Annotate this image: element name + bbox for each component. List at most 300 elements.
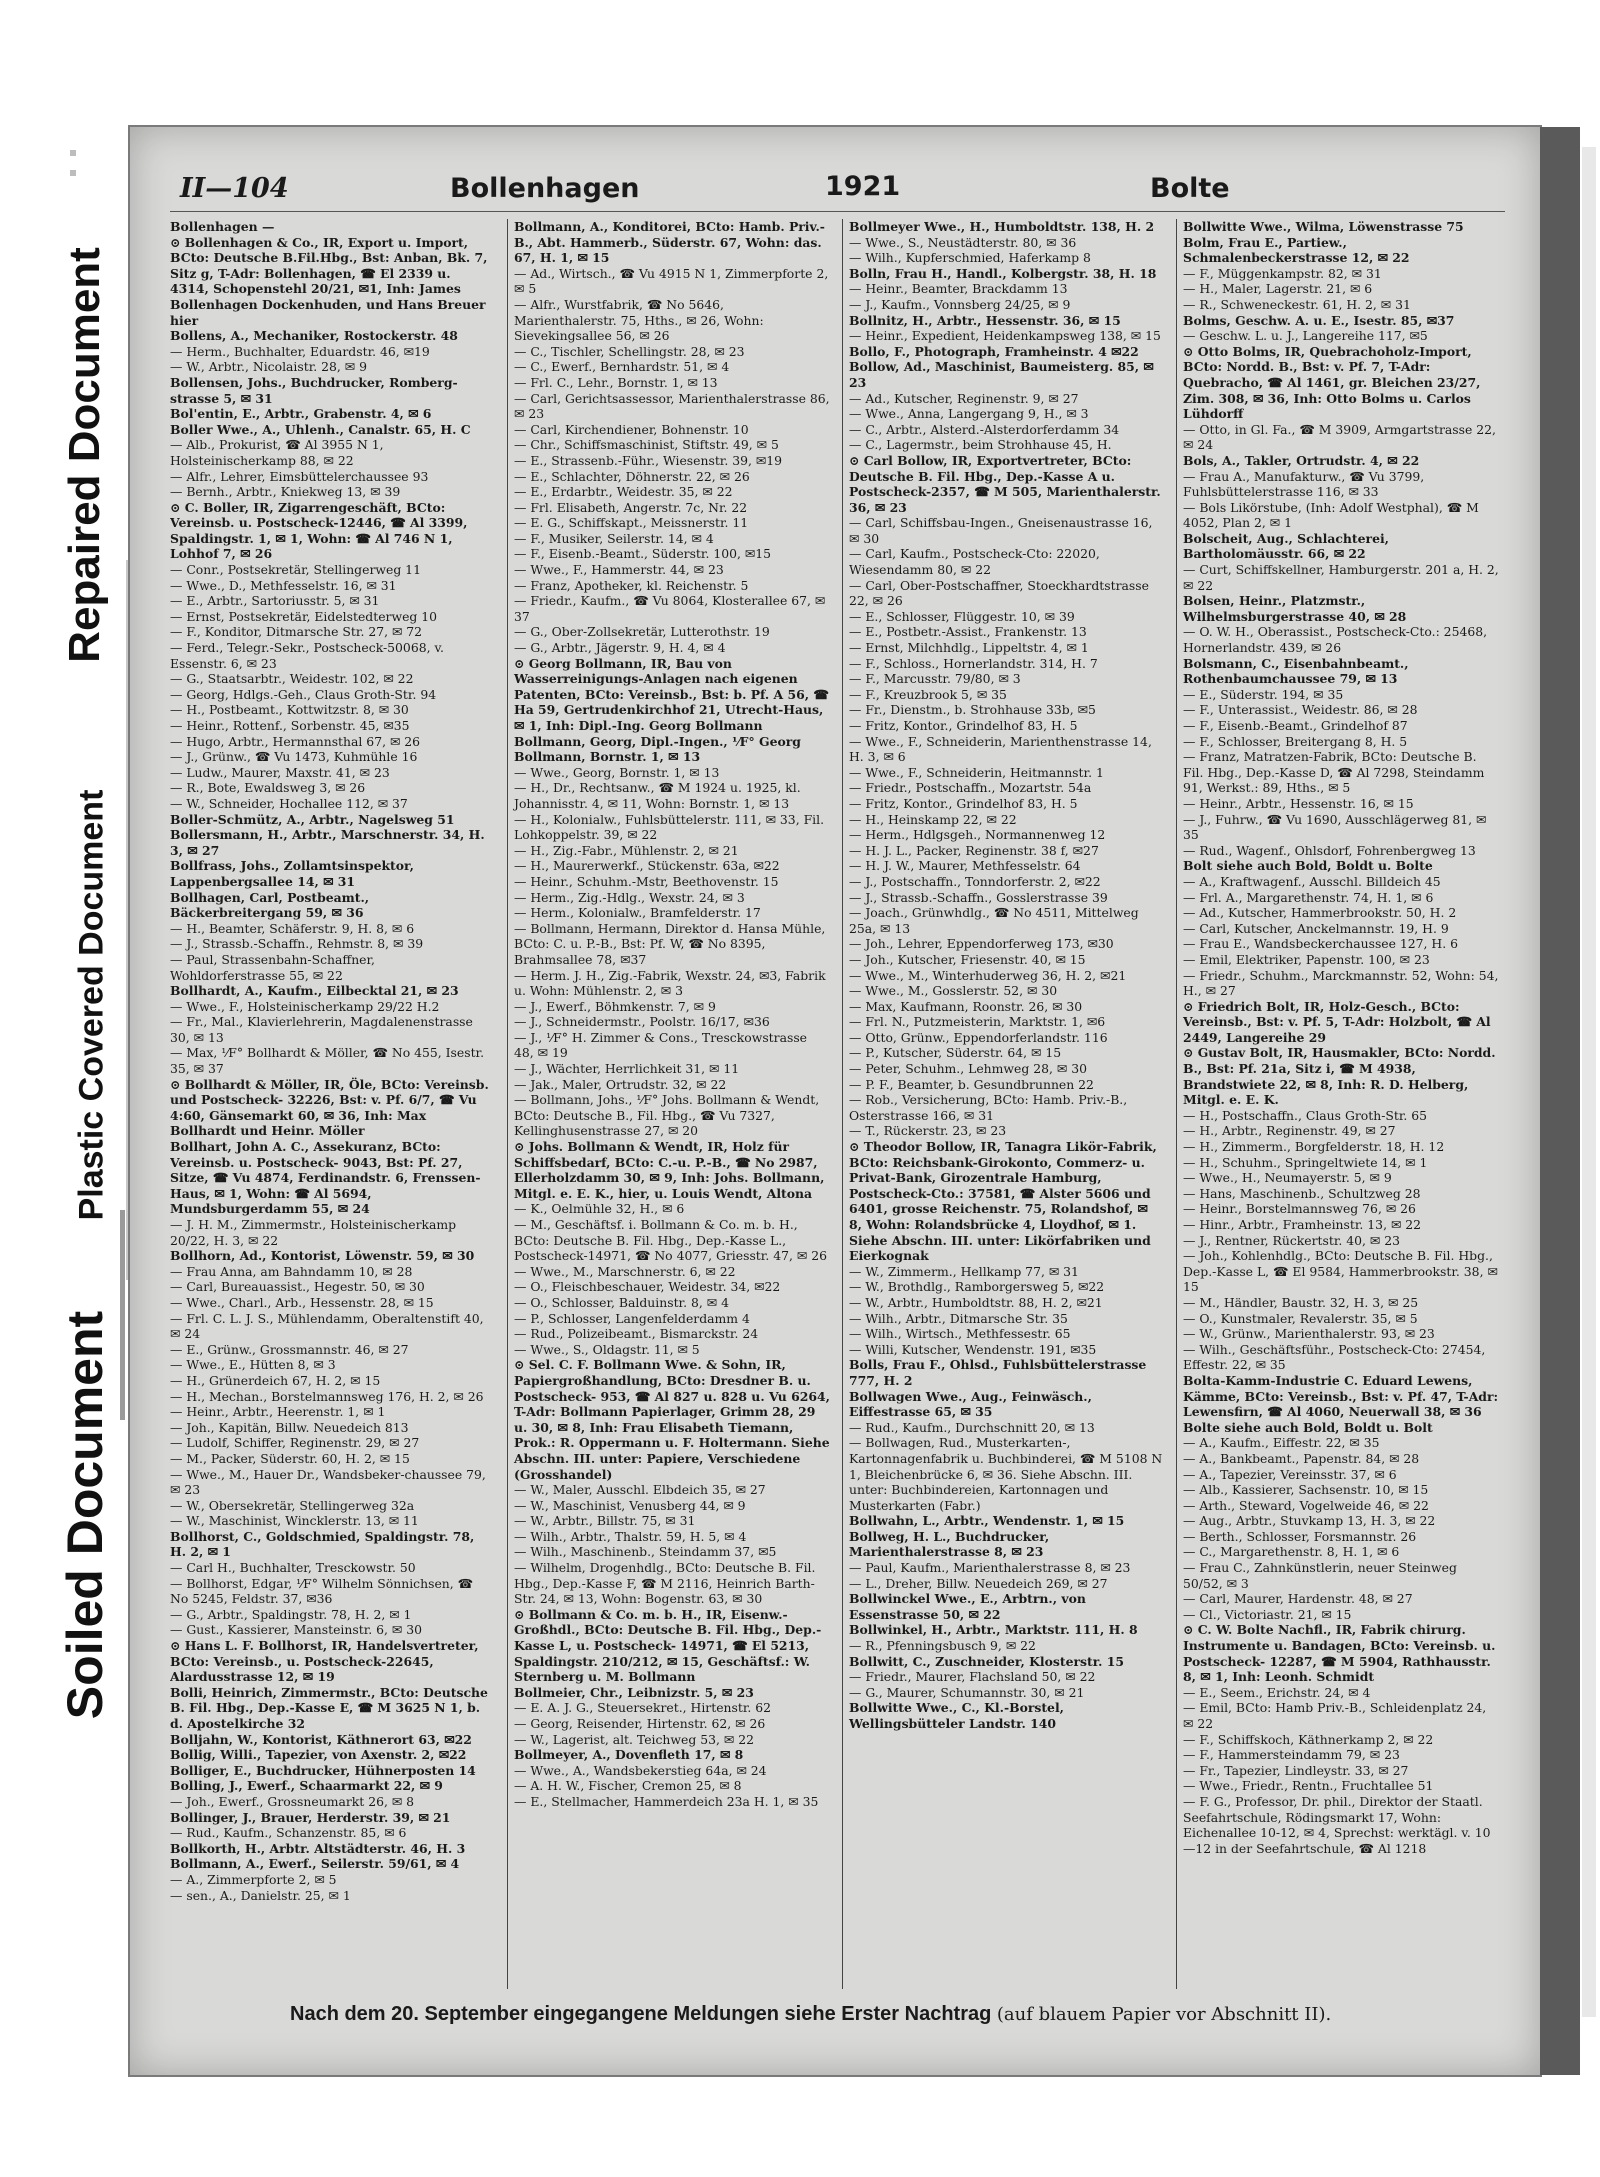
directory-entry: — Wwe., F., Schneiderin, Heitmannstr. 1 bbox=[849, 764, 1104, 780]
directory-entry: — H., Schuhm., Springeltwiete 14, ✉ 1 bbox=[1183, 1154, 1428, 1170]
directory-entry: — M., Packer, Süderstr. 60, H. 2, ✉ 15 bbox=[170, 1450, 410, 1466]
directory-entry: — Georg, Hdlgs.-Geh., Claus Groth-Str. 94 bbox=[170, 686, 437, 702]
page-binding-edge bbox=[1540, 127, 1580, 2075]
directory-entry: Bol'entin, E., Arbtr., Grabenstr. 4, ✉ 6 bbox=[170, 406, 432, 422]
directory-entry: — Willi, Kutscher, Wendenstr. 191, ✉35 bbox=[849, 1341, 1097, 1357]
directory-entry: — Franz, Apotheker, kl. Reichenstr. 5 bbox=[514, 577, 749, 593]
directory-entry: — A., Kraftwagenf., Ausschl. Billdeich 45 bbox=[1183, 873, 1441, 889]
directory-entry: — E., Strassenb.-Führ., Wiesenstr. 39, ✉19 bbox=[514, 452, 783, 468]
directory-entry: — Alb., Kassierer, Sachsenstr. 10, ✉ 15 bbox=[1183, 1482, 1429, 1498]
directory-entry: — Wwe., F., Schneiderin, Marienthenstrasse 14, H. 3, ✉ 6 bbox=[849, 733, 1152, 765]
directory-entry: Bolsen, Heinr., Platzmstr., Wilhelmsburgerstrasse 40, ✉ 28 bbox=[1183, 593, 1407, 624]
footer-text: Nach dem 20. September eingegangene Meldungen siehe Erster Nachtrag bbox=[290, 2003, 992, 2025]
directory-entry: — Rud., Kaufm., Durchschnitt 20, ✉ 13 bbox=[849, 1419, 1095, 1435]
footer-notice bbox=[290, 2003, 1490, 2026]
directory-entry: — Max, Kaufmann, Roonstr. 26, ✉ 30 bbox=[849, 998, 1083, 1014]
directory-entry: — Friedr., Kaufm., ☎ Vu 8064, Klosterallee 67, ✉ 37 bbox=[514, 593, 826, 624]
directory-column-2 bbox=[507, 219, 830, 1989]
directory-entry: — Berth., Schlosser, Forsmannstr. 26 bbox=[1183, 1528, 1417, 1544]
directory-entry: — E., Süderstr. 194, ✉ 35 bbox=[1183, 686, 1344, 702]
directory-entry: — W., Schneider, Hochallee 112, ✉ 37 bbox=[170, 795, 408, 811]
directory-column-4 bbox=[1176, 219, 1499, 1989]
directory-entry: Bollmeyer Wwe., H., Humboldtstr. 138, H. 2 bbox=[849, 219, 1155, 234]
directory-entry: — F., Unterassist., Weidestr. 86, ✉ 28 bbox=[1183, 702, 1418, 718]
directory-entry: Bollhardt, A., Kaufm., Eilbecktal 21, ✉ 23 bbox=[170, 983, 459, 999]
directory-entry: — O., Schlosser, Balduinstr. 8, ✉ 4 bbox=[514, 1294, 729, 1310]
directory-entry: — Otto, in Gl. Fa., ☎ M 3909, Armgartstrasse 22, ✉ 24 bbox=[1183, 421, 1496, 453]
directory-entry: — J., Schneidermstr., Poolstr. 16/17, ✉36 bbox=[514, 1014, 770, 1030]
directory-entry: — H., Heinskamp 22, ✉ 22 bbox=[849, 811, 1017, 827]
directory-entry: Bolscheit, Aug., Schlachterei, Bartholomäusstr. 66, ✉ 22 bbox=[1183, 530, 1389, 562]
directory-entry: — Friedr., Maurer, Flachsland 50, ✉ 22 bbox=[849, 1669, 1096, 1685]
directory-entry: — Alfr., Wurstfabrik, ☎ No 5646, Marienthalerstr. 75, Hths., ✉ 26, Wohn: Sievekingsallee 56, ✉ 26 bbox=[514, 296, 764, 344]
directory-entry: — Heinr., Rottenf., Sorbenstr. 45, ✉35 bbox=[170, 718, 410, 733]
directory-entry: — Max, ⅟F° Bollhardt & Möller, ☎ No 455, Isestr. 35, ✉ 37 bbox=[170, 1045, 485, 1077]
directory-entry: — F., Eisenb.-Beamt., Grindelhof 87 bbox=[1183, 718, 1408, 733]
directory-entry: Bollhagen, Carl, Postbeamt., Bäckerbreitergang 59, ✉ 36 bbox=[170, 889, 370, 921]
directory-entry: — Frl. C. L. J. S., Mühlendamm, Oberaltenstift 40, ✉ 24 bbox=[170, 1310, 484, 1342]
directory-entry: Bolling, J., Ewerf., Schaarmarkt 22, ✉ 9 bbox=[170, 1778, 443, 1794]
directory-entry: — Wwe., Georg, Bornstr. 1, ✉ 13 bbox=[514, 764, 720, 780]
directory-entry: — Wwe., H., Neumayerstr. 5, ✉ 9 bbox=[1183, 1170, 1392, 1186]
directory-entry: Bolms, Geschw. A. u. E., Isestr. 85, ✉37 bbox=[1183, 312, 1455, 328]
directory-entry: — Jak., Maler, Ortrudstr. 32, ✉ 22 bbox=[514, 1076, 727, 1092]
directory-entry: — F., Kreuzbrook 5, ✉ 35 bbox=[849, 686, 1007, 702]
directory-entry: — F., Schlosser, Breitergang 8, H. 5 bbox=[1183, 733, 1408, 749]
directory-entry: Bollensen, Johs., Buchdrucker, Romberg-strasse 5, ✉ 31 bbox=[170, 374, 458, 406]
directory-entry: — Wwe., Anna, Langergang 9, H., ✉ 3 bbox=[849, 406, 1089, 422]
directory-entry: Bolls, Frau F., Ohlsd., Fuhlsbüttelerstrasse 777, H. 2 bbox=[849, 1357, 1147, 1388]
directory-entry: — Ernst, Milchhdlg., Lippeltstr. 4, ✉ 1 bbox=[849, 640, 1089, 656]
directory-entry: — Joh., Kohlenhdlg., BCto: Deutsche B. Fil. Hbg., Dep.-Kasse L, ☎ El 9584, Hammerbrookstr. 38, ✉ 15 bbox=[1183, 1248, 1498, 1295]
directory-entry: ⊙ Theodor Bollow, IR, Tanagra Likör-Fabrik, BCto: Reichsbank-Girokonto, Commerz- u. Privat-Bank, Girozentrale Hamburg, Postscheck-Cto.: 37581, ☎ Alster 5606 und 6401, grosse Reichenstr. 75, Rolandshof, ✉ 8, Wohn: Rolandsbrücke 4, Lloydhof, ✉ 1. Siehe Abschn. III. unter: Likörfabriken und Eierkognak bbox=[849, 1139, 1157, 1264]
directory-entry: — W., Zimmerm., Hellkamp 77, ✉ 31 bbox=[849, 1263, 1079, 1279]
directory-entry: — Arth., Steward, Vogelweide 46, ✉ 22 bbox=[1183, 1497, 1429, 1513]
directory-entry: — J., ⅟F° H. Zimmer & Cons., Tresckowstrasse 48, ✉ 19 bbox=[514, 1029, 808, 1061]
directory-entry: Bollwitte Wwe., Wilma, Löwenstrasse 75 bbox=[1183, 219, 1464, 234]
directory-columns bbox=[170, 219, 1505, 1989]
directory-entry: — A., Kaufm., Eiffestr. 22, ✉ 35 bbox=[1183, 1435, 1380, 1451]
directory-entry: — Wwe., F., Holsteinischerkamp 29/22 H.2 bbox=[170, 998, 440, 1014]
directory-entry: — Georg, Reisender, Hirtenstr. 62, ✉ 26 bbox=[514, 1716, 766, 1731]
directory-entry: — H., Zimmerm., Borgfelderstr. 18, H. 12 bbox=[1183, 1139, 1445, 1155]
directory-entry: Bollow, Ad., Maschinist, Baumeisterg. 85, ✉23 bbox=[849, 359, 1154, 390]
directory-entry: — Wilh., Wirtsch., Methfessestr. 65 bbox=[849, 1326, 1071, 1342]
directory-entry: Bollig, Willi., Tapezier, von Axenstr. 2, ✉22 bbox=[170, 1747, 467, 1763]
directory-entry: — A., Bankbeamt., Papenstr. 84, ✉ 28 bbox=[1183, 1450, 1420, 1466]
footer-note: (auf blauem Papier vor Abschnitt II). bbox=[996, 2004, 1332, 2025]
directory-entry: Bolliger, E., Buchdrucker, Hühnerposten 14 bbox=[170, 1762, 476, 1778]
directory-entry: — Conr., Postsekretär, Stellingerweg 11 bbox=[170, 562, 421, 578]
directory-entry: — Carl, Ober-Postschaffner, Stoeckhardtstrasse 22, ✉ 26 bbox=[849, 577, 1149, 609]
directory-entry: — Paul, Strassenbahn-Schaffner, Wohldorferstrasse 55, ✉ 22 bbox=[170, 951, 376, 983]
directory-entry: Bollmeyer, A., Dovenfleth 17, ✉ 8 bbox=[514, 1747, 744, 1763]
directory-entry: — Wwe., M., Marschnerstr. 6, ✉ 22 bbox=[514, 1263, 736, 1279]
directory-entry: — E., Schlachter, Döhnerstr. 22, ✉ 26 bbox=[514, 468, 750, 484]
directory-entry: — E., Stellmacher, Hammerdeich 23a H. 1, ✉ 35 bbox=[514, 1793, 819, 1809]
directory-entry: — W., Maler, Ausschl. Elbdeich 35, ✉ 27 bbox=[514, 1482, 766, 1498]
directory-entry: Bollmann, A., Konditorei, BCto: Hamb. Priv.-B., Abt. Hammerb., Süderstr. 67, Wohn: das. 67, H. 1, ✉ 15 bbox=[514, 219, 825, 266]
directory-entry: — Herm., Zig.-Hdlg., Wexstr. 24, ✉ 3 bbox=[514, 889, 745, 905]
directory-entry: — H., Zig.-Fabr., Mühlenstr. 2, ✉ 21 bbox=[514, 842, 739, 858]
directory-entry: Bollfrass, Johs., Zollamtsinspektor, Lappenbergsallee 14, ✉ 31 bbox=[170, 858, 414, 889]
directory-entry: — R., Schweneckestr. 61, H. 2, ✉ 31 bbox=[1183, 296, 1411, 312]
directory-entry: Bolln, Frau H., Handl., Kolbergstr. 38, H. 18 bbox=[849, 265, 1157, 281]
scanned-page bbox=[128, 125, 1542, 2077]
directory-entry: — Friedr., Postschaffn., Mozartstr. 54a bbox=[849, 780, 1092, 796]
directory-entry: — Fritz, Kontor., Grindelhof 83, H. 5 bbox=[849, 795, 1078, 811]
directory-entry: — M., Geschäftsf. i. Bollmann & Co. m. b. H., BCto: Deutsche B. Fil. Hbg., Dep.-Kasse L., Postscheck-14971, ☎ No 4077, Griesstr. 47, ✉ 26 bbox=[514, 1217, 827, 1264]
directory-entry: — Curt, Schiffskellner, Hamburgerstr. 201 a, H. 2, ✉ 22 bbox=[1183, 562, 1499, 593]
directory-entry: ⊙ Friedrich Bolt, IR, Holz-Gesch., BCto: Vereinsb., Bst: v. Pf. 5, T-Adr: Holzbolt, ☎ Al 2449, Langereihe 29 bbox=[1183, 998, 1491, 1045]
directory-entry: — F., Marcusstr. 79/80, ✉ 3 bbox=[849, 671, 1021, 687]
directory-entry: — Wwe., Charl., Arb., Hessenstr. 28, ✉ 15 bbox=[170, 1294, 434, 1310]
directory-entry: — Joach., Grünwhdlg., ☎ No 4511, Mittelweg 25a, ✉ 13 bbox=[849, 905, 1139, 936]
directory-entry: — Heinr., Beamter, Brackdamm 13 bbox=[849, 281, 1068, 297]
directory-entry: ⊙ Bollmann & Co. m. b. H., IR, Eisenw.-Großhdl., BCto: Deutsche B. Fil. Hbg., Dep.-Kasse L, u. Postscheck- 14971, ☎ El 5213, Spaldingstr. 210/212, ✉ 15, Geschäftsf.: W. Sternberg u. M. Bollmann bbox=[514, 1606, 822, 1685]
directory-entry: — Frau A., Manufakturw., ☎ Vu 3799, Fuhlsbüttelerstrasse 116, ✉ 33 bbox=[1183, 468, 1425, 500]
directory-entry: — J., Strassb.-Schaffn., Rehmstr. 8, ✉ 39 bbox=[170, 936, 424, 952]
directory-entry: — A., Tapezier, Vereinsstr. 37, ✉ 6 bbox=[1183, 1466, 1397, 1482]
directory-entry: — Fr., Tapezier, Lindleystr. 33, ✉ 27 bbox=[1183, 1762, 1409, 1778]
directory-entry: — Ad., Wirtsch., ☎ Vu 4915 N 1, Zimmerpforte 2, ✉ 5 bbox=[514, 265, 829, 297]
directory-entry: Bolli, Heinrich, Zimmermstr., BCto: Deutsche B. Fil. Hbg., Dep.-Kasse E, ☎ M 3625 N 1, b. d. Apostelkirche 32 bbox=[170, 1684, 488, 1731]
directory-column-3 bbox=[842, 219, 1165, 1989]
directory-entry: — W., Arbtr., Billstr. 75, ✉ 31 bbox=[514, 1513, 696, 1529]
directory-entry: — J., Wächter, Herrlichkeit 31, ✉ 11 bbox=[514, 1061, 740, 1077]
directory-entry: — Wwe., M., Winterhuderweg 36, H. 2, ✉21 bbox=[849, 967, 1127, 983]
side-label-strip: Repaired Document Plastic Covered Document Soiled Document bbox=[0, 0, 135, 2177]
directory-entry: Bollens, A., Mechaniker, Rostockerstr. 48 bbox=[170, 328, 458, 344]
directory-entry: — H. J. L., Packer, Reginenstr. 38 f, ✉27 bbox=[849, 842, 1099, 858]
directory-entry: — Bollmann, Hermann, Direktor d. Hansa Mühle, BCto: C. u. P.-B., Bst: Pf. W, ☎ No 8395, Brahmsallee 78, ✉37 bbox=[514, 920, 826, 967]
directory-entry: — W., Brothdlg., Ramborgersweg 5, ✉22 bbox=[849, 1279, 1105, 1295]
directory-entry: — Wwe., M., Hauer Dr., Wandsbeker-chaussee 79, ✉ 23 bbox=[170, 1466, 486, 1498]
directory-entry: — Frl. N., Putzmeisterin, Marktstr. 1, ✉6 bbox=[849, 1014, 1106, 1030]
directory-entry: — Emil, BCto: Hamb Priv.-B., Schleidenplatz 24, ✉ 22 bbox=[1183, 1700, 1487, 1731]
directory-entry: ⊙ Sel. C. F. Bollmann Wwe. & Sohn, IR, Papiergroßhandlung, BCto: Dresdner B. u. Postscheck- 953, ☎ Al 827 u. 828 u. Vu 6264, T-Adr: Bollmann Papierlager, Grimm 28, 29 u. 30, ✉ 8, Inh: Frau Elisabeth Tiemann, Prok.: R. Oppermann u. F. Holtermann. Siehe Abschn. III. unter: Papiere, Verschiedene (Grosshandel) bbox=[514, 1357, 830, 1482]
directory-entry: — Ad., Kutscher, Hammerbrookstr. 50, H. 2 bbox=[1183, 905, 1457, 921]
directory-entry: Bolt siehe auch Bold, Boldt u. Bolte bbox=[1183, 858, 1433, 874]
directory-entry: — Wwe., Friedr., Rentn., Fruchtallee 51 bbox=[1183, 1778, 1434, 1794]
directory-entry: — W., Grünw., Marienthalerstr. 93, ✉ 23 bbox=[1183, 1326, 1435, 1342]
directory-entry: — F., Müggenkampstr. 82, ✉ 31 bbox=[1183, 265, 1382, 281]
directory-entry: — Wwe., F., Hammerstr. 44, ✉ 23 bbox=[514, 562, 724, 578]
directory-entry: — R., Bote, Ewaldsweg 3, ✉ 26 bbox=[170, 780, 366, 796]
directory-entry: — Carl, Maurer, Hardenstr. 48, ✉ 27 bbox=[1183, 1591, 1413, 1607]
directory-entry: — H., Maurerwerkf., Stückenstr. 63a, ✉22 bbox=[514, 858, 780, 874]
directory-entry: — C., Tischler, Schellingstr. 28, ✉ 23 bbox=[514, 343, 745, 359]
strip-mark bbox=[120, 1210, 125, 1420]
directory-entry: — F., Konditor, Ditmarsche Str. 27, ✉ 72 bbox=[170, 624, 423, 640]
directory-entry: — Frau E., Wandsbeckerchaussee 127, H. 6 bbox=[1183, 936, 1459, 952]
directory-entry: — E., Erdarbtr., Weidestr. 35, ✉ 22 bbox=[514, 484, 733, 500]
directory-entry: — E. G., Schiffskapt., Meissnerstr. 11 bbox=[514, 515, 749, 531]
directory-entry: — F., Eisenb.-Beamt., Süderstr. 100, ✉15 bbox=[514, 546, 772, 562]
directory-entry: — F., Schloss., Hornerlandstr. 314, H. 7 bbox=[849, 655, 1098, 671]
directory-entry: Bolsmann, C., Eisenbahnbeamt., Rothenbaumchaussee 79, ✉ 13 bbox=[1183, 655, 1409, 687]
strip-mark bbox=[70, 170, 76, 176]
directory-entry: — W., Arbtr., Humboldtstr. 88, H. 2, ✉21 bbox=[849, 1294, 1103, 1310]
directory-entry: — H. J. W., Maurer, Methfesselstr. 64 bbox=[849, 858, 1081, 874]
directory-entry: Bollmeier, Chr., Leibnizstr. 5, ✉ 23 bbox=[514, 1684, 754, 1700]
directory-entry: ⊙ C. W. Bolte Nachfl., IR, Fabrik chirurg. Instrumente u. Bandagen, BCto: Vereinsb. u. Postscheck- 12287, ☎ M 5904, Rathhausstr. 8, ✉ 1, Inh: Leonh. Schmidt bbox=[1183, 1622, 1496, 1685]
directory-entry: — Ernst, Postsekretär, Eidelstedterweg 10 bbox=[170, 608, 438, 624]
directory-entry: — F., Hammersteindamm 79, ✉ 23 bbox=[1183, 1747, 1400, 1763]
directory-entry: — W., Maschinist, Wincklerstr. 13, ✉ 11 bbox=[170, 1513, 419, 1529]
directory-entry: — Wilhelm, Drogenhdlg., BCto: Deutsche B. Fil. Hbg., Dep.-Kasse F, ☎ M 2116, Heinrich Barth-Str. 24, ✉ 13, Wohn: Bogenstr. 63, ✉ 30 bbox=[514, 1560, 816, 1607]
directory-entry: — F. G., Professor, Dr. phil., Direktor der Staatl. Seefahrtschule, Rödingsmarkt 17, Wohn: Eichenallee 10-12, ✉ 4, Sprechst: werktägl. v. 10—12 in der Seefahrtschule, ☎ Al 1218 bbox=[1183, 1793, 1491, 1856]
directory-entry: — J., Kaufm., Vonnsberg 24/25, ✉ 9 bbox=[849, 296, 1071, 312]
directory-entry: — O. W. H., Oberassist., Postscheck-Cto.: 25468, Hornerlandstr. 439, ✉ 26 bbox=[1183, 624, 1488, 656]
directory-entry: — H., Kolonialw., Fuhlsbüttelerstr. 111, ✉ 33, Fil. Lohkoppelstr. 39, ✉ 22 bbox=[514, 811, 825, 843]
directory-entry: — Heinr., Schuhm.-Mstr, Beethovenstr. 15 bbox=[514, 873, 779, 889]
directory-entry: Bollwahn, L., Arbtr., Wendenstr. 1, ✉ 15 bbox=[849, 1513, 1125, 1529]
directory-entry: — Rud., Kaufm., Schanzenstr. 85, ✉ 6 bbox=[170, 1825, 407, 1841]
page-number: II—104 bbox=[180, 173, 289, 204]
directory-entry: — Wilh., Kupferschmied, Haferkamp 8 bbox=[849, 250, 1091, 266]
directory-entry: — Herm., Buchhalter, Eduardstr. 46, ✉19 bbox=[170, 343, 430, 359]
directory-entry: — H., Mechan., Borstelmannsweg 176, H. 2, ✉ 26 bbox=[170, 1388, 484, 1404]
directory-entry: — Wwe., S., Neustädterstr. 80, ✉ 36 bbox=[849, 234, 1077, 250]
directory-entry: — E., Arbtr., Sartoriusstr. 5, ✉ 31 bbox=[170, 593, 380, 609]
year-heading: 1921 bbox=[825, 171, 901, 202]
directory-entry: — Carl, Kutscher, Anckelmannstr. 19, H. 9 bbox=[1183, 920, 1449, 936]
directory-entry: ⊙ Gustav Bolt, IR, Hausmakler, BCto: Nordd. B., Bst: Pf. 21a, Sitz i, ☎ M 4938, Brandstwiete 22, ✉ 8, Inh: R. D. Helberg, Mitgl. e. E. K. bbox=[1183, 1045, 1496, 1108]
directory-entry: — G., Arbtr., Jägerstr. 9, H. 4, ✉ 4 bbox=[514, 640, 726, 656]
directory-entry: — J., Rentner, Rückertstr. 40, ✉ 23 bbox=[1183, 1232, 1401, 1248]
directory-entry: Bollhorst, C., Goldschmied, Spaldingstr. 78, H. 2, ✉ 1 bbox=[170, 1528, 475, 1560]
directory-column-1 bbox=[170, 219, 492, 1989]
directory-entry: — H., Postbeamt., Kottwitzstr. 8, ✉ 30 bbox=[170, 702, 409, 718]
directory-entry: ⊙ Bollhardt & Möller, IR, Öle, BCto: Vereinsb. und Postscheck- 32226, Bst: v. Pf. 6/7, ☎ Vu 4:60, Gänsemarkt 60, ✉ 36, Inh: Max Bollhardt und Heinr. Möller bbox=[170, 1076, 489, 1139]
directory-entry: — Herm. J. H., Zig.-Fabrik, Wexstr. 24, ✉3, Fabrik u. Wohn: Mühlenstr. 2, ✉ 3 bbox=[514, 967, 826, 999]
directory-entry: — Fr., Mal., Klavierlehrerin, Magdalenenstrasse 30, ✉ 13 bbox=[170, 1014, 473, 1045]
directory-entry: Bollhart, John A. C., Assekuranz, BCto: Vereinsb. u. Postscheck- 9043, Bst: Pf. 27, Sitze, ☎ Vu 4874, Ferdinandstr. 6, Frenssen-Haus, ✉ 1, Wohn: ☎ Al 5694, Mundsburgerdamm 55, ✉ 24 bbox=[170, 1139, 481, 1217]
directory-entry: — Heinr., Borstelmannsweg 76, ✉ 26 bbox=[1183, 1201, 1416, 1217]
directory-entry: ⊙ Hans L. F. Bollhorst, IR, Handelsvertreter, BCto: Vereinsb., u. Postscheck-22645, Alardusstrasse 12, ✉ 19 bbox=[170, 1638, 479, 1685]
directory-entry: — E. A. J. G., Steuersekret., Hirtenstr. 62 bbox=[514, 1700, 772, 1716]
directory-entry: Bollweg, H. L., Buchdrucker, Marienthalerstrasse 8, ✉ 23 bbox=[849, 1528, 1050, 1560]
directory-entry: — Alfr., Lehrer, Eimsbüttelerchaussee 93 bbox=[170, 468, 429, 484]
directory-entry: — C., Ewerf., Bernhardstr. 51, ✉ 4 bbox=[514, 359, 730, 375]
directory-entry: — Carl, Kaufm., Postscheck-Cto: 22020, Wiesendamm 80, ✉ 22 bbox=[849, 546, 1100, 578]
directory-entry: Bolta-Kamm-Industrie C. Eduard Lewens, Kämme, BCto: Vereinsb., Bst: v. Pf. 47, T-Adr: Lewensfirn, ☎ Al 4060, Neuerwall 38, ✉ 36 bbox=[1183, 1372, 1499, 1420]
directory-entry: — E., Postbetr.-Assist., Frankenstr. 13 bbox=[849, 624, 1087, 640]
directory-entry: — Ludw., Maurer, Maxstr. 41, ✉ 23 bbox=[170, 764, 390, 780]
directory-entry: — Ad., Kutscher, Reginenstr. 9, ✉ 27 bbox=[849, 390, 1079, 406]
directory-entry: — A., Zimmerpforte 2, ✉ 5 bbox=[170, 1871, 337, 1887]
directory-entry: — Frl. Elisabeth, Angerstr. 7c, Nr. 22 bbox=[514, 499, 748, 515]
directory-entry: Bollwagen Wwe., Aug., Feinwäsch., Eiffestrasse 65, ✉ 35 bbox=[849, 1388, 1092, 1420]
directory-entry: — Aug., Arbtr., Stuvkamp 13, H. 3, ✉ 22 bbox=[1183, 1513, 1436, 1529]
directory-entry: ⊙ C. Boller, IR, Zigarrengeschäft, BCto: Vereinsb. u. Postscheck-12446, ☎ Al 3399, Spaldingstr. 1, ✉ 1, Wohn: ☎ Al 746 N 1, Lohhof 7, ✉ 26 bbox=[170, 499, 468, 562]
directory-entry: — Bollhorst, Edgar, ⅟F° Wilhelm Sönnichsen, ☎ No 5245, Feldstr. 37, ✉36 bbox=[170, 1575, 474, 1607]
directory-entry: — Otto, Grünw., Eppendorferlandstr. 116 bbox=[849, 1029, 1108, 1045]
directory-entry: — Frl. C., Lehr., Bornstr. 1, ✉ 13 bbox=[514, 374, 718, 390]
directory-entry: — Herm., Hdlgsgeh., Normannenweg 12 bbox=[849, 827, 1106, 843]
directory-entry: Boller Wwe., A., Uhlenh., Canalstr. 65, H. C bbox=[170, 421, 471, 437]
directory-entry: ⊙ Bollenhagen & Co., IR, Export u. Import, BCto: Deutsche B.Fil.Hbg., Bst: Anban, Bk. 7, Sitz g, T-Adr: Bollenhagen, ☎ El 2339 u. 4314, Schopenstehl 20/21, ✉1, Inh: James Bollenhagen Dockenhuden, und Hans Breuer hier bbox=[170, 234, 488, 328]
directory-entry: — E., Schlosser, Flüggestr. 10, ✉ 39 bbox=[849, 608, 1075, 624]
directory-entry: — Wwe., D., Methfesselstr. 16, ✉ 31 bbox=[170, 577, 397, 593]
directory-entry: Bollwitt, C., Zuschneider, Klosterstr. 15 bbox=[849, 1653, 1124, 1669]
directory-entry: — Herm., Kolonialw., Bramfelderstr. 17 bbox=[514, 905, 761, 921]
directory-entry: — J., Strassb.-Schaffn., Gosslerstrasse 39 bbox=[849, 889, 1108, 905]
directory-entry: — Fr., Dienstm., b. Strohhause 33b, ✉5 bbox=[849, 702, 1096, 718]
directory-entry: — Frau C., Zahnkünstlerin, neuer Steinweg 50/52, ✉ 3 bbox=[1183, 1560, 1457, 1591]
directory-entry: — J., Grünw., ☎ Vu 1473, Kuhmühle 16 bbox=[170, 749, 418, 765]
directory-entry: — Heinr., Expedient, Heidenkampsweg 138, ✉ 15 bbox=[849, 328, 1161, 344]
directory-entry: — Wilh., Geschäftsführ., Postscheck-Cto: 27454, Effestr. 22, ✉ 35 bbox=[1183, 1341, 1486, 1373]
directory-entry: — Franz, Matratzen-Fabrik, BCto: Deutsche B. Fil. Hbg., Dep.-Kasse D, ☎ Al 7298, Steindamm 91, Werkst.: 89, Hths., ✉ 5 bbox=[1183, 749, 1485, 796]
directory-entry: — E., Grünw., Grossmannstr. 46, ✉ 27 bbox=[170, 1341, 409, 1357]
directory-entry: Boller-Schmütz, A., Arbtr., Nagelsweg 51 bbox=[170, 811, 455, 827]
directory-entry: — H., Postschaffn., Claus Groth-Str. 65 bbox=[1183, 1107, 1428, 1123]
directory-entry: — Heinr., Arbtr., Heerenstr. 1, ✉ 1 bbox=[170, 1404, 386, 1420]
directory-entry: — A. H. W., Fischer, Cremon 25, ✉ 8 bbox=[514, 1778, 742, 1794]
directory-entry: — G., Ober-Zollsekretär, Lutterothstr. 19 bbox=[514, 624, 770, 640]
directory-entry: Bollersmann, H., Arbtr., Marschnerstr. 34, H. 3, ✉ 27 bbox=[170, 827, 485, 858]
directory-entry: — Emil, Elektriker, Papenstr. 100, ✉ 23 bbox=[1183, 951, 1430, 967]
directory-entry: — C., Lagermstr., beim Strohhause 45, H. bbox=[849, 437, 1112, 453]
directory-entry: — Rob., Versicherung, BCto: Hamb. Priv.-B., Osterstrasse 166, ✉ 31 bbox=[849, 1092, 1128, 1123]
directory-entry: — Joh., Ewerf., Grossneumarkt 26, ✉ 8 bbox=[170, 1793, 415, 1809]
page-content bbox=[170, 167, 1505, 2037]
directory-entry: Bolte siehe auch Bold, Boldt u. Bolt bbox=[1183, 1419, 1433, 1435]
directory-entry: — Alb., Prokurist, ☎ Al 3955 N 1, Holsteinischerkamp 88, ✉ 22 bbox=[170, 437, 384, 468]
directory-entry: — Chr., Schiffsmaschinist, Stiftstr. 49, ✉ 5 bbox=[514, 437, 779, 453]
directory-entry: Bollhorn, Ad., Kontorist, Löwenstr. 59, ✉ 30 bbox=[170, 1248, 475, 1264]
directory-entry: Bollnitz, H., Arbtr., Hessenstr. 36, ✉ 15 bbox=[849, 312, 1121, 328]
directory-entry: — W., Arbtr., Nicolaistr. 28, ✉ 9 bbox=[170, 359, 368, 375]
directory-entry: — Gust., Kassierer, Mansteinstr. 6, ✉ 30 bbox=[170, 1622, 423, 1638]
directory-entry: — Heinr., Arbtr., Hessenstr. 16, ✉ 15 bbox=[1183, 795, 1414, 811]
directory-entry: — H., Dr., Rechtsanw., ☎ M 1924 u. 1925, kl. Johannisstr. 4, ✉ 11, Wohn: Bornstr. 1, ✉ 13 bbox=[514, 780, 801, 811]
directory-entry: — P., Kutscher, Süderstr. 64, ✉ 15 bbox=[849, 1045, 1062, 1061]
directory-entry: — Frl. A., Margarethenstr. 74, H. 1, ✉ 6 bbox=[1183, 889, 1434, 905]
directory-entry: — H., Beamter, Schäferstr. 9, H. 8, ✉ 6 bbox=[170, 920, 415, 936]
directory-entry: ⊙ Georg Bollmann, IR, Bau von Wasserreinigungs-Anlagen nach eigenen Patenten, BCto: Vereinsb., Bst: b. Pf. A 56, ☎ Ha 59, Gertrudenkirchhof 21, Utrecht-Haus, ✉ 1, Inh: Dipl.-Ing. Georg Bollmann bbox=[514, 655, 829, 733]
directory-entry: — K., Oelmühle 32, H., ✉ 6 bbox=[514, 1201, 685, 1217]
directory-entry: Bollinger, J., Brauer, Herderstr. 39, ✉ 21 bbox=[170, 1809, 451, 1825]
directory-entry: Bollkorth, H., Arbtr. Altstädterstr. 46, H. 3 bbox=[170, 1840, 466, 1856]
directory-entry: — E., Seem., Erichstr. 24, ✉ 4 bbox=[1183, 1684, 1371, 1700]
directory-entry: — Carl, Schiffsbau-Ingen., Gneisenaustrasse 16, ✉ 30 bbox=[849, 515, 1153, 546]
directory-entry: Bolm, Frau E., Partiew., Schmalenbeckerstrasse 12, ✉ 22 bbox=[1183, 234, 1410, 266]
directory-entry: — C., Margarethenstr. 8, H. 1, ✉ 6 bbox=[1183, 1544, 1400, 1560]
directory-entry: — P. F., Beamter, b. Gesundbrunnen 22 bbox=[849, 1076, 1094, 1092]
directory-entry: Bollo, F., Photograph, Framheinstr. 4 ✉22 bbox=[849, 343, 1139, 359]
directory-entry: — Geschw. L. u. J., Langereihe 117, ✉5 bbox=[1183, 328, 1428, 344]
directory-entry: — Joh., Kapitän, Billw. Neuedeich 813 bbox=[170, 1419, 409, 1435]
directory-entry: — W., Obersekretär, Stellingerweg 32a bbox=[170, 1497, 415, 1513]
directory-entry: — Wwe., A., Wandsbekerstieg 64a, ✉ 24 bbox=[514, 1762, 767, 1778]
directory-entry: — Wwe., M., Gosslerstr. 52, ✉ 30 bbox=[849, 983, 1058, 999]
directory-entry: — Paul, Kaufm., Marienthalerstrasse 8, ✉ 23 bbox=[849, 1560, 1131, 1576]
directory-entry: — Wilh., Arbtr., Ditmarsche Str. 35 bbox=[849, 1310, 1068, 1326]
directory-entry: — Joh., Kutscher, Friesenstr. 40, ✉ 15 bbox=[849, 951, 1086, 967]
directory-entry: — Wwe., E., Hütten 8, ✉ 3 bbox=[170, 1357, 336, 1373]
directory-entry: — Bollwagen, Rud., Musterkarten-, Kartonnagenfabrik u. Buchbinderei, ☎ M 5108 N 1, Bleichenbrücke 6, ✉ 36. Siehe Abschn. III. unter: Buchbindereien, Kartonnagen und Musterkarten (Fabr.) bbox=[849, 1435, 1163, 1513]
directory-entry: Bollwinkel, H., Arbtr., Marktstr. 111, H. 8 bbox=[849, 1622, 1138, 1638]
directory-entry: — F., Musiker, Seilerstr. 14, ✉ 4 bbox=[514, 530, 714, 546]
directory-entry: Bollwinckel Wwe., E., Arbtrn., von Essenstrasse 50, ✉ 22 bbox=[849, 1591, 1086, 1622]
directory-entry: — Hinr., Arbtr., Framheinstr. 13, ✉ 22 bbox=[1183, 1217, 1422, 1232]
directory-entry: — R., Pfenningsbusch 9, ✉ 22 bbox=[849, 1638, 1036, 1654]
directory-entry: — Carl H., Buchhalter, Tresckowstr. 50 bbox=[170, 1560, 416, 1576]
directory-entry: — Wilh., Arbtr., Thalstr. 59, H. 5, ✉ 4 bbox=[514, 1528, 747, 1544]
directory-entry: — W., Maschinist, Venusberg 44, ✉ 9 bbox=[514, 1497, 746, 1513]
directory-entry: — Carl, Kirchendiener, Bohnenstr. 10 bbox=[514, 421, 749, 437]
page-header bbox=[170, 167, 1505, 212]
directory-entry: Bollwitte Wwe., C., Kl.-Borstel, Wellingsbütteler Landstr. 140 bbox=[849, 1700, 1064, 1731]
directory-entry: ⊙ Carl Bollow, IR, Exportvertreter, BCto: Deutsche B. Fil. Hbg., Dep.-Kasse A u. Postscheck-2357, ☎ M 505, Marienthalerstr. 36, ✉ 23 bbox=[849, 452, 1161, 515]
directory-entry: — Bollmann, Johs., ⅟F° Johs. Bollmann & Wendt, BCto: Deutsche B., Fil. Hbg., ☎ Vu 7327, Kellinghusenstrasse 27, ✉ 20 bbox=[514, 1092, 820, 1139]
directory-entry: — T., Rückerstr. 23, ✉ 23 bbox=[849, 1123, 1007, 1139]
directory-entry: — Bernh., Arbtr., Kniekweg 13, ✉ 39 bbox=[170, 484, 401, 500]
directory-entry: — Bols Likörstube, (Inh: Adolf Westphal), ☎ M 4052, Plan 2, ✉ 1 bbox=[1183, 499, 1479, 531]
strip-mark bbox=[70, 150, 76, 156]
directory-entry: — M., Händler, Baustr. 32, H. 3, ✉ 25 bbox=[1183, 1294, 1419, 1310]
directory-entry: — O., Fleischbeschauer, Weidestr. 34, ✉22 bbox=[514, 1279, 781, 1295]
directory-entry: — sen., A., Danielstr. 25, ✉ 1 bbox=[170, 1887, 351, 1903]
directory-entry: Bols, A., Takler, Ortrudstr. 4, ✉ 22 bbox=[1183, 452, 1420, 468]
directory-entry: — F., Schiffskoch, Käthnerkamp 2, ✉ 22 bbox=[1183, 1731, 1434, 1747]
directory-entry: — Cl., Victoriastr. 21, ✉ 15 bbox=[1183, 1606, 1352, 1622]
directory-entry: — Wilh., Maschinenb., Steindamm 37, ✉5 bbox=[514, 1544, 777, 1560]
directory-entry: — O., Kunstmaler, Revalerstr. 35, ✉ 5 bbox=[1183, 1310, 1418, 1326]
right-running-head: Bolte bbox=[1150, 173, 1230, 204]
directory-entry: Bollenhagen — bbox=[170, 219, 275, 234]
directory-entry: — Peter, Schuhm., Lehmweg 28, ✉ 30 bbox=[849, 1061, 1087, 1077]
directory-entry: Bolljahn, W., Kontorist, Käthnerort 63, ✉22 bbox=[170, 1731, 472, 1747]
directory-entry: ⊙ Johs. Bollmann & Wendt, IR, Holz für Schiffsbedarf, BCto: C.-u. P.-B., ☎ No 2987, Ellerholzdamm 30, ✉ 9, Inh: Johs. Bollmann, Mitgl. e. E. K., hier, u. Louis Wendt, Altona bbox=[514, 1139, 825, 1201]
directory-entry: — Fritz, Kontor., Grindelhof 83, H. 5 bbox=[849, 718, 1078, 733]
left-running-head: Bollenhagen bbox=[450, 173, 640, 204]
directory-entry: — Joh., Lehrer, Eppendorferweg 173, ✉30 bbox=[849, 936, 1114, 952]
directory-entry: — Wwe., S., Oldagstr. 11, ✉ 5 bbox=[514, 1341, 700, 1357]
directory-entry: — J., Ewerf., Böhmkenstr. 7, ✉ 9 bbox=[514, 998, 716, 1014]
directory-entry: — Frau Anna, am Bahndamm 10, ✉ 28 bbox=[170, 1263, 413, 1279]
directory-entry: — L., Dreher, Billw. Neuedeich 269, ✉ 27 bbox=[849, 1575, 1108, 1591]
directory-entry: — Carl, Bureauassist., Hegestr. 50, ✉ 30 bbox=[170, 1279, 425, 1295]
directory-entry: — J. H. M., Zimmermstr., Holsteinischerkamp 20/22, H. 3, ✉ 22 bbox=[170, 1217, 457, 1248]
directory-entry: — Rud., Polizeibeamt., Bismarckstr. 24 bbox=[514, 1326, 759, 1342]
directory-entry: — Hugo, Arbtr., Hermannsthal 67, ✉ 26 bbox=[170, 733, 421, 749]
directory-entry: — H., Grünerdeich 67, H. 2, ✉ 15 bbox=[170, 1372, 381, 1388]
directory-entry: — Friedr., Schuhm., Marckmannstr. 52, Wohn: 54, H., ✉ 27 bbox=[1183, 967, 1499, 999]
directory-entry: — G., Staatsarbtr., Weidestr. 102, ✉ 22 bbox=[170, 671, 414, 687]
directory-entry: — Carl, Gerichtsassessor, Marienthalerstrasse 86, ✉ 23 bbox=[514, 390, 830, 422]
directory-entry: — H., Arbtr., Reginenstr. 49, ✉ 27 bbox=[1183, 1123, 1396, 1139]
directory-entry: — Rud., Wagenf., Ohlsdorf, Fohrenbergweg 13 bbox=[1183, 842, 1476, 858]
directory-entry: — J., Fuhrw., ☎ Vu 1690, Ausschlägerweg 81, ✉ 35 bbox=[1183, 811, 1487, 843]
directory-entry: — Ferd., Telegr.-Sekr., Postscheck-50068, v. Essenstr. 6, ✉ 23 bbox=[170, 640, 444, 671]
directory-entry: — P., Schlosser, Langenfelderdamm 4 bbox=[514, 1310, 750, 1326]
directory-entry: — Hans, Maschinenb., Schultzweg 28 bbox=[1183, 1185, 1421, 1201]
directory-entry: — G., Maurer, Schumannstr. 30, ✉ 21 bbox=[849, 1684, 1085, 1700]
directory-entry: — J., Postschaffn., Tonndorferstr. 2, ✉22 bbox=[849, 873, 1101, 889]
directory-entry: — G., Arbtr., Spaldingstr. 78, H. 2, ✉ 1 bbox=[170, 1606, 412, 1622]
directory-entry: — Ludolf, Schiffer, Reginenstr. 29, ✉ 27 bbox=[170, 1435, 420, 1451]
directory-entry: — H., Maler, Lagerstr. 21, ✉ 6 bbox=[1183, 281, 1373, 297]
directory-entry: Bollmann, Georg, Dipl.-Ingen., ⅟F° Georg Bollmann, Bornstr. 1, ✉ 13 bbox=[514, 733, 801, 765]
directory-entry: Bollmann, A., Ewerf., Seilerstr. 59/61, ✉ 4 bbox=[170, 1856, 460, 1872]
directory-entry: — W., Lagerist, alt. Teichweg 53, ✉ 22 bbox=[514, 1731, 754, 1747]
directory-entry: — C., Arbtr., Alsterd.-Alsterdorferdamm 34 bbox=[849, 421, 1120, 437]
directory-entry: ⊙ Otto Bolms, IR, Quebrachoholz-Import, BCto: Nordd. B., Bst: v. Pf. 7, T-Adr: Quebracho, ☎ Al 1461, gr. Bleichen 23/27, Zim. 308, ✉ 36, Inh: Otto Bolms u. Carlos Lühdorff bbox=[1183, 343, 1481, 422]
